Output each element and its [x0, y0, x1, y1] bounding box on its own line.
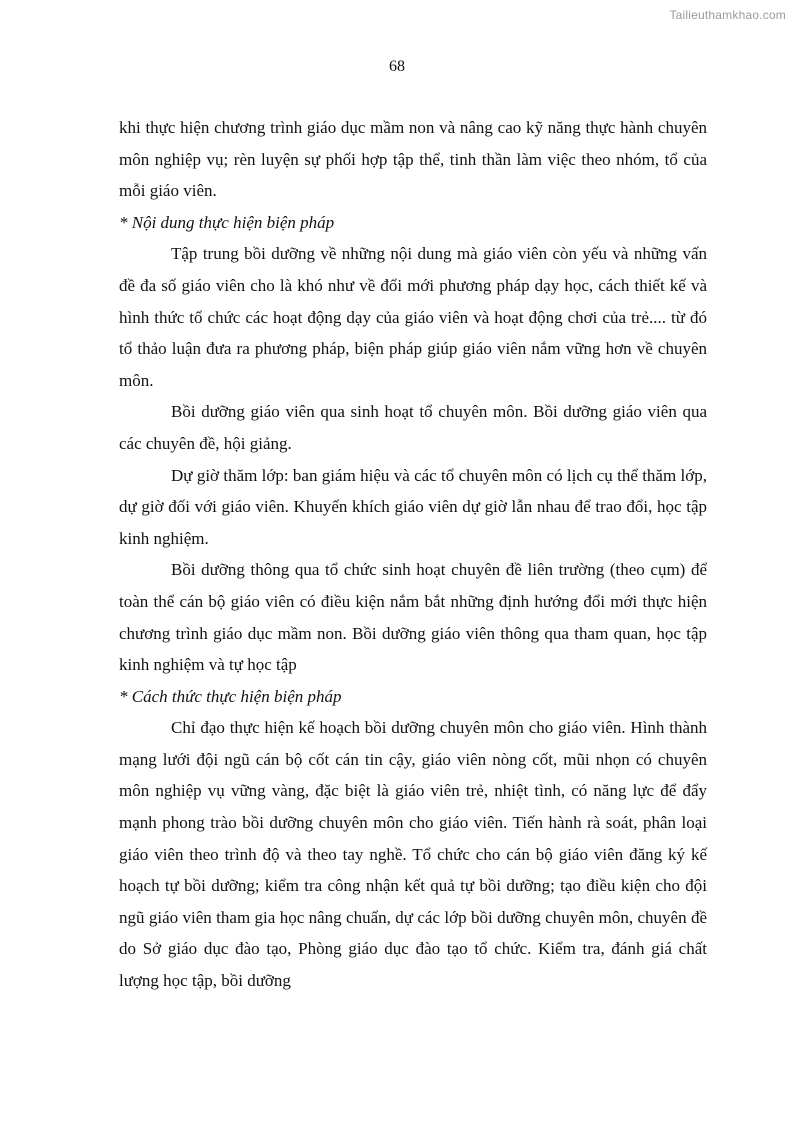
watermark: Tailieuthamkhao.com	[669, 8, 786, 22]
page-number: 68	[389, 58, 405, 75]
body-text	[119, 112, 707, 997]
paragraph-professional-group: Bồi dưỡng giáo viên qua sinh hoạt tổ chuyên môn. Bồi dưỡng giáo viên qua các chuyên đề, hội giảng.	[119, 402, 707, 453]
paragraph-continuation: khi thực hiện chương trình giáo dục mầm non và nâng cao kỹ năng thực hành chuyên môn nghiệp vụ; rèn luyện sự phối hợp tập thể, tinh thần làm việc theo nhóm, tổ của mỗi giáo viên.	[119, 118, 707, 201]
section-heading-method: * Cách thức thực hiện biện pháp	[119, 686, 342, 706]
paragraph-direction-plan: Chỉ đạo thực hiện kế hoạch bồi dưỡng chuyên môn cho giáo viên. Hình thành mạng lưới đội ngũ cán bộ cốt cán tin cậy, giáo viên nòng cốt, mũi nhọn có chuyên môn nghiệp vụ vững vàng, đặc biệt là giáo viên trẻ, nhiệt tình, có năng lực để đẩy mạnh phong trào bồi dưỡng chuyên môn cho giáo viên. Tiến hành rà soát, phân loại giáo viên theo trình độ và theo tay nghề. Tổ chức cho cán bộ giáo viên đăng ký kế hoạch tự bồi dưỡng; kiểm tra công nhận kết quả tự bồi dưỡng; tạo điều kiện cho đội ngũ giáo viên tham gia học nâng chuẩn, dự các lớp bồi dưỡng chuyên môn, chuyên đề do Sở giáo dục đào tạo, Phòng giáo dục đào tạo tổ chức. Kiểm tra, đánh giá chất lượng học tập, bồi dưỡng	[119, 718, 707, 991]
section-heading-content: * Nội dung thực hiện biện pháp	[119, 212, 335, 232]
paragraph-inter-school: Bồi dưỡng thông qua tổ chức sinh hoạt chuyên đề liên trường (theo cụm) để toàn thể cán bộ giáo viên có điều kiện nắm bắt những định hướng đổi mới thực hiện chương trình giáo dục mầm non. Bồi dưỡng giáo viên thông qua tham quan, học tập kinh nghiệm và tự học tập	[119, 560, 707, 675]
paragraph-focus-training: Tập trung bồi dưỡng về những nội dung mà giáo viên còn yếu và những vấn đề đa số giáo viên cho là khó như về đổi mới phương pháp dạy học, cách thiết kế và hình thức tổ chức các hoạt động dạy của giáo viên và hoạt động chơi của trẻ.... từ đó tổ thảo luận đưa ra phương pháp, biện pháp giúp giáo viên nắm vững hơn về chuyên môn.	[119, 244, 707, 390]
paragraph-class-observation: Dự giờ thăm lớp: ban giám hiệu và các tổ chuyên môn có lịch cụ thể thăm lớp, dự giờ đối với giáo viên. Khuyến khích giáo viên dự giờ lẫn nhau để trao đổi, học tập kinh nghiệm.	[119, 465, 707, 548]
